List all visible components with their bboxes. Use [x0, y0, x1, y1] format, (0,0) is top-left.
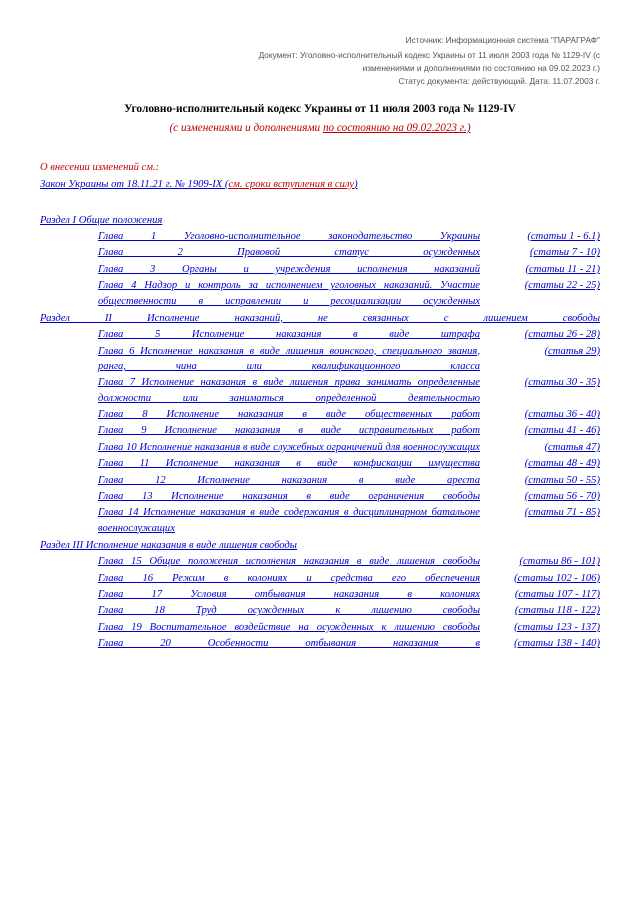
amendments-intro: О внесении изменений см.:	[40, 161, 160, 173]
toc-row[interactable]	[40, 620, 600, 635]
toc-articles-label[interactable]: (статьи 71 - 85)	[524, 507, 600, 519]
toc-chapter-label[interactable]: Глава 2 Правовой статус осужденных	[98, 247, 480, 259]
toc-chapter-label[interactable]: Глава 16 Режим в колониях и средства его обеспечения	[98, 572, 480, 584]
toc-chapter-label[interactable]: Глава 9 Исполнение наказания в виде исправительных работ	[98, 425, 480, 437]
toc-chapter-label[interactable]: Глава 1 Уголовно-исполнительное законодательство Украины	[98, 231, 480, 243]
toc-chapter-label[interactable]: Глава 5 Исполнение наказания в виде штрафа	[98, 329, 480, 341]
toc-articles-label[interactable]: (статьи 7 - 10)	[530, 247, 600, 259]
toc-row[interactable]	[40, 344, 600, 375]
toc-chapter-label[interactable]: Глава 3 Органы и учреждения исполнения наказаний	[98, 263, 480, 275]
amendment-link-suffix: )	[354, 178, 358, 190]
toc-row[interactable]	[40, 440, 600, 455]
toc-articles-label[interactable]: (статьи 30 - 35)	[524, 377, 600, 389]
toc-articles-label[interactable]: (статья 47)	[544, 441, 600, 453]
toc-chapter-label[interactable]: Глава 12 Исполнение наказания в виде ареста	[98, 474, 480, 486]
toc-articles-label[interactable]: (статья 29)	[544, 345, 600, 357]
toc-chapter-label[interactable]: Глава 6 Исполнение наказания в виде лишения воинского, специального звания, ранга, чина или квалификационного класса	[98, 345, 480, 372]
toc-row[interactable]	[40, 603, 600, 618]
toc-row[interactable]	[40, 489, 600, 504]
meta-document-line2: изменениями и дополнениями по состоянию на 09.02.2023 г.)	[362, 62, 600, 73]
toc-articles-label[interactable]: (статьи 48 - 49)	[524, 458, 600, 470]
toc-articles-label[interactable]: (статьи 41 - 46)	[524, 425, 600, 437]
amendment-law-link[interactable]	[40, 177, 600, 193]
toc-articles-label[interactable]: (статьи 50 - 55)	[524, 474, 600, 486]
toc-chapter-label[interactable]: Глава 15 Общие положения исполнения наказания в виде лишения свободы	[98, 556, 480, 568]
page-title: Уголовно-исполнительный кодекс Украины от 11 июля 2003 года № 1129-IV	[124, 103, 516, 116]
toc-articles-label[interactable]: (статьи 118 - 122)	[514, 605, 600, 617]
toc-chapter-label[interactable]: Глава 13 Исполнение наказания в виде ограничения свободы	[98, 490, 480, 502]
toc-row[interactable]	[40, 278, 600, 309]
toc-articles-label[interactable]: (статьи 1 - 6.1)	[527, 231, 600, 243]
toc-chapter-label[interactable]: Глава 10 Исполнение наказания в виде служебных ограничений для военнослужащих	[98, 441, 480, 453]
toc-chapter-label[interactable]: Глава 11 Исполнение наказания в виде конфискации имущества	[98, 458, 480, 470]
toc-chapter-label[interactable]: Глава 14 Исполнение наказания в виде содержания в дисциплинарном батальоне военнослужащих	[98, 507, 480, 534]
amendment-link-prefix: Закон Украины от 18.11.21 г. № 1909-IX (	[40, 178, 229, 190]
toc-articles-label[interactable]: (статьи 22 - 25)	[524, 280, 600, 292]
toc-row[interactable]	[40, 456, 600, 471]
table-of-contents	[40, 213, 600, 652]
subtitle-underlined: по состоянию на 09.02.2023 г.)	[322, 121, 471, 134]
toc-chapter-label[interactable]: Глава 7 Исполнение наказания в виде лишения права занимать определенные должности или заниматься определенной деятельностью	[98, 377, 480, 404]
toc-articles-label[interactable]: (статьи 26 - 28)	[524, 329, 600, 341]
toc-articles-label[interactable]: (статьи 11 - 21)	[525, 263, 600, 275]
toc-articles-label[interactable]: (статьи 86 - 101)	[519, 556, 600, 568]
toc-row[interactable]	[40, 473, 600, 488]
toc-row[interactable]	[40, 407, 600, 422]
toc-row[interactable]	[40, 554, 600, 569]
document-meta	[40, 34, 600, 87]
toc-row[interactable]	[40, 375, 600, 406]
toc-row[interactable]	[40, 327, 600, 342]
meta-source: Источник: Информационная система "ПАРАГРАФ"	[405, 35, 600, 45]
toc-section-razdel-2[interactable]: Раздел II Исполнение наказаний, не связанных с лишением свободы	[40, 312, 600, 324]
toc-section-razdel-1[interactable]: Раздел I Общие положения	[40, 214, 163, 226]
toc-row[interactable]	[40, 587, 600, 602]
toc-articles-label[interactable]: (статьи 138 - 140)	[514, 638, 600, 650]
toc-row[interactable]	[40, 262, 600, 277]
meta-document-line1: Документ: Уголовно-исполнительный кодекс Украины от 11 июля 2003 года № 1129-IV (с	[258, 49, 600, 60]
toc-section-razdel-3[interactable]: Раздел III Исполнение наказания в виде лишения свободы	[40, 539, 297, 551]
toc-chapter-label[interactable]: Глава 18 Труд осужденных к лишению свободы	[98, 605, 480, 617]
meta-status: Статус документа: действующий. Дата: 11.07.2003 г.	[398, 75, 600, 86]
subtitle-prefix: (с изменениями и дополнениями	[169, 121, 323, 134]
toc-chapter-label[interactable]: Глава 17 Условия отбывания наказания в колониях	[98, 589, 480, 601]
toc-row[interactable]	[40, 505, 600, 536]
amendments-block	[40, 160, 600, 193]
amendment-link-red[interactable]: см. сроки вступления в силу	[228, 178, 355, 190]
toc-row[interactable]	[40, 229, 600, 244]
toc-chapter-label[interactable]: Глава 8 Исполнение наказания в виде общественных работ	[98, 409, 480, 421]
toc-chapter-label[interactable]: Глава 4 Надзор и контроль за исполнением уголовных наказаний. Участие общественности в исправлении и ресоциализации осужденных	[98, 280, 480, 307]
toc-chapter-label[interactable]: Глава 19 Воспитательное воздействие на осужденных к лишению свободы	[98, 621, 480, 633]
toc-articles-label[interactable]: (статьи 102 - 106)	[514, 572, 600, 584]
page-subtitle	[40, 122, 600, 134]
toc-articles-label[interactable]: (статьи 107 - 117)	[514, 589, 600, 601]
toc-row[interactable]	[40, 636, 600, 651]
toc-row[interactable]	[40, 423, 600, 438]
toc-row[interactable]	[40, 571, 600, 586]
toc-articles-label[interactable]: (статьи 36 - 40)	[524, 409, 600, 421]
toc-articles-label[interactable]: (статьи 56 - 70)	[524, 490, 600, 502]
toc-articles-label[interactable]: (статьи 123 - 137)	[514, 621, 600, 633]
toc-row[interactable]	[40, 245, 600, 260]
toc-chapter-label[interactable]: Глава 20 Особенности отбывания наказания в	[98, 638, 480, 650]
